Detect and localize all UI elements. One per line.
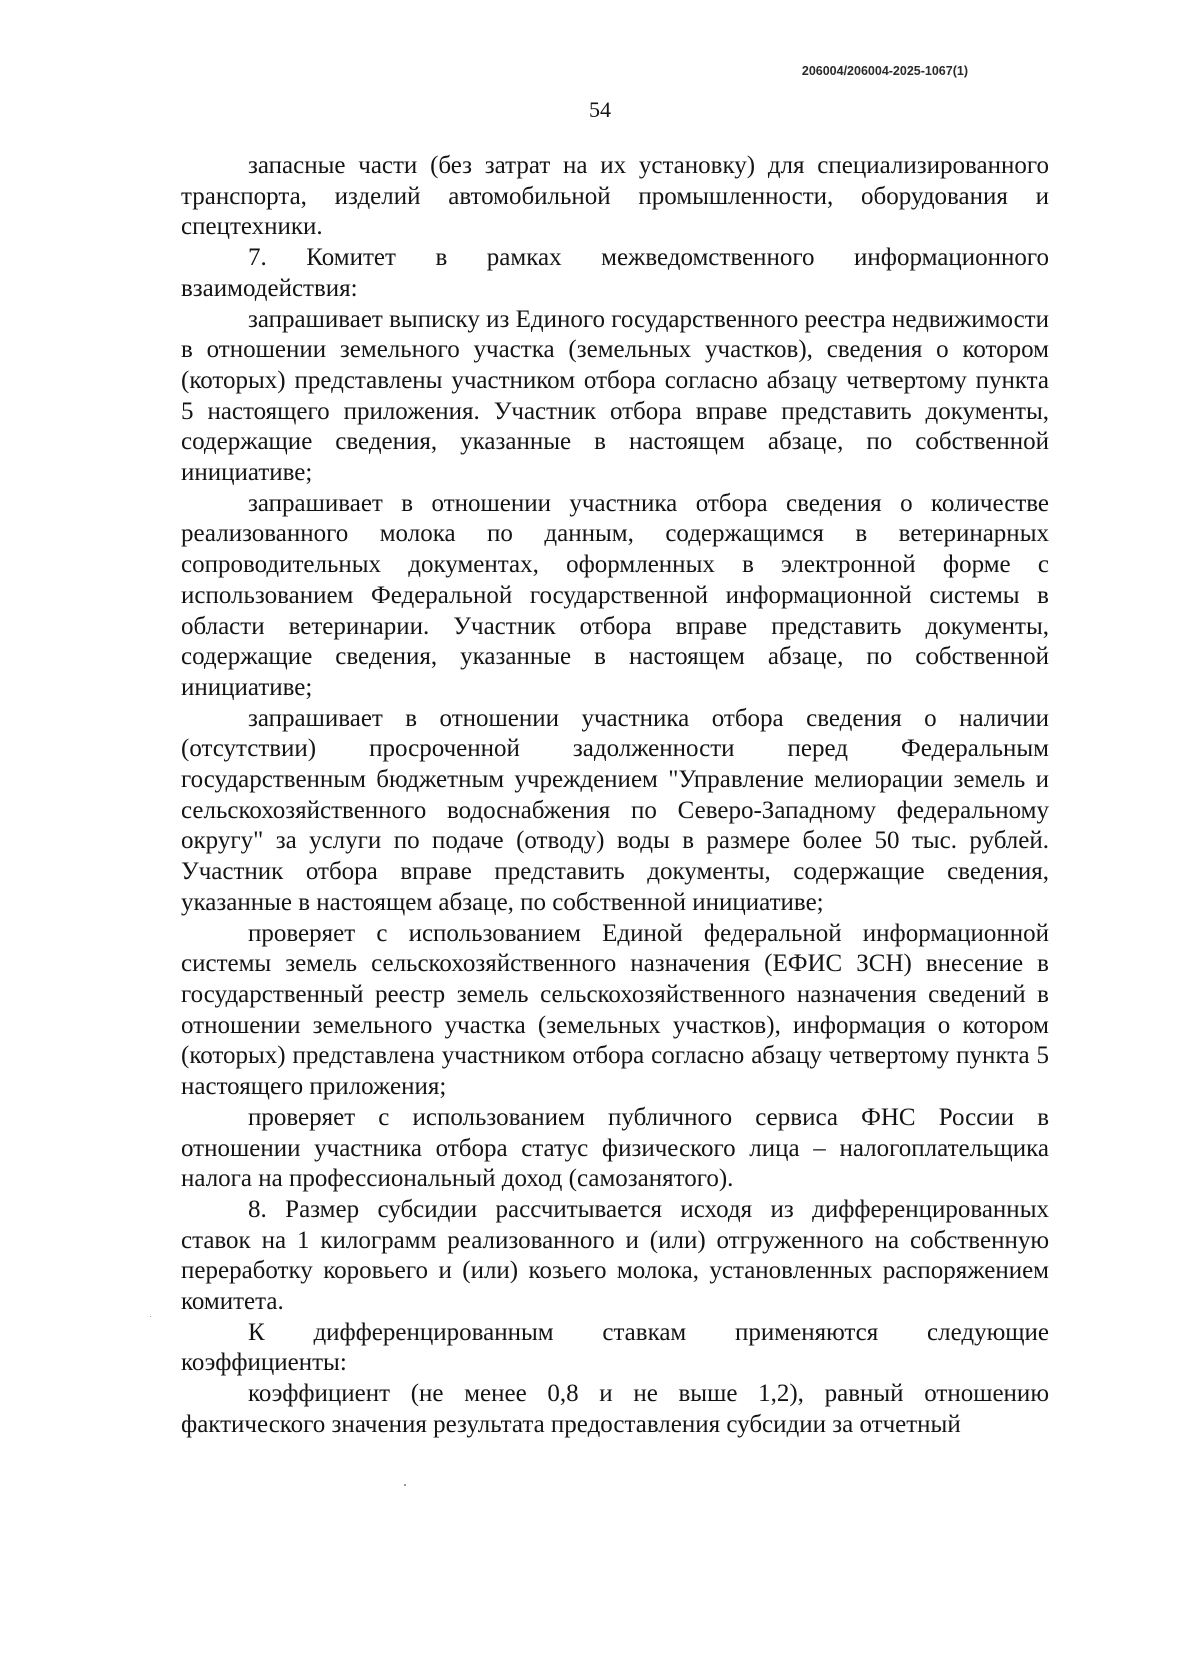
paragraph-coefficient-ratio: коэффициент (не менее 0,8 и не выше 1,2), равный отношению фактического значения результата предоставления субсидии за отчетный xyxy=(181,1380,1049,1438)
paragraph-fns-self-employed-check: проверяет с использованием публичного сервиса ФНС России в отношении участника отбора статус физического лица – налогоплательщика налога на профессиональный доход (самозанятого). xyxy=(181,1103,1049,1193)
scan-speck xyxy=(150,1316,151,1317)
paragraph-efis-zsn-check: проверяет с использованием Единой федеральной информационной системы земель сельскохозяйственного назначения (ЕФИС ЗСН) внесение в государственный реестр земель сельскохозяйственного назначения сведений в отношении земельного участка (земельных участков), информация о котором (которых) представлена участником отбора согласно абзацу четвертому пункта 5 настоящего приложения; xyxy=(181,919,1049,1101)
paragraph-item-8-subsidy-size: 8. Размер субсидии рассчитывается исходя из дифференцированных ставок на 1 килограмм реализованного и (или) отгруженного на собственную переработку коровьего и (или) козьего молока, установленных распоряжением комитета. xyxy=(181,1195,1049,1316)
paragraph-debt-status: запрашивает в отношении участника отбора сведения о наличии (отсутствии) просроченной задолженности перед Федеральным государственным бюджетным учреждением "Управление мелиорации земель и сельскохозяйственного водоснабжения по Северо-Западному федеральному округу" за услуги по подаче (отводу) воды в размере более 50 тыс. рублей. Участник отбора вправе представить документы, содержащие сведения, указанные в настоящем абзаце, по собственной инициативе; xyxy=(181,704,1049,916)
document-id-stamp: 206004/206004-2025-1067(1) xyxy=(801,64,968,78)
scan-speck xyxy=(404,1484,406,1486)
document-body xyxy=(181,151,1049,1441)
paragraph-spare-parts-continuation: запасные части (без затрат на их установку) для специализированного транспорта, изделий автомобильной промышленности, оборудования и спецтехники. xyxy=(181,152,1049,241)
paragraph-milk-quantity: запрашивает в отношении участника отбора сведения о количестве реализованного молока по данным, содержащимся в ветеринарных сопроводительных документах, оформленных в электронной форме с использованием Федеральной государственной информационной системы в области ветеринарии. Участник отбора вправе представить документы, содержащие сведения, указанные в настоящем абзаце, по собственной инициативе; xyxy=(181,489,1049,701)
page-number: 54 xyxy=(589,97,611,122)
paragraph-item-7-intro: 7. Комитет в рамках межведомственного информационного взаимодействия: xyxy=(181,244,1049,302)
paragraph-egrn-extract: запрашивает выписку из Единого государственного реестра недвижимости в отношении земельного участка (земельных участков), сведения о котором (которых) представлены участником отбора согласно абзацу четвертому пункта 5 настоящего приложения. Участник отбора вправе представить документы, содержащие сведения, указанные в настоящем абзаце, по собственной инициативе; xyxy=(181,305,1049,487)
paragraph-coefficients-intro: К дифференцированным ставкам применяются следующие коэффициенты: xyxy=(181,1318,1049,1377)
